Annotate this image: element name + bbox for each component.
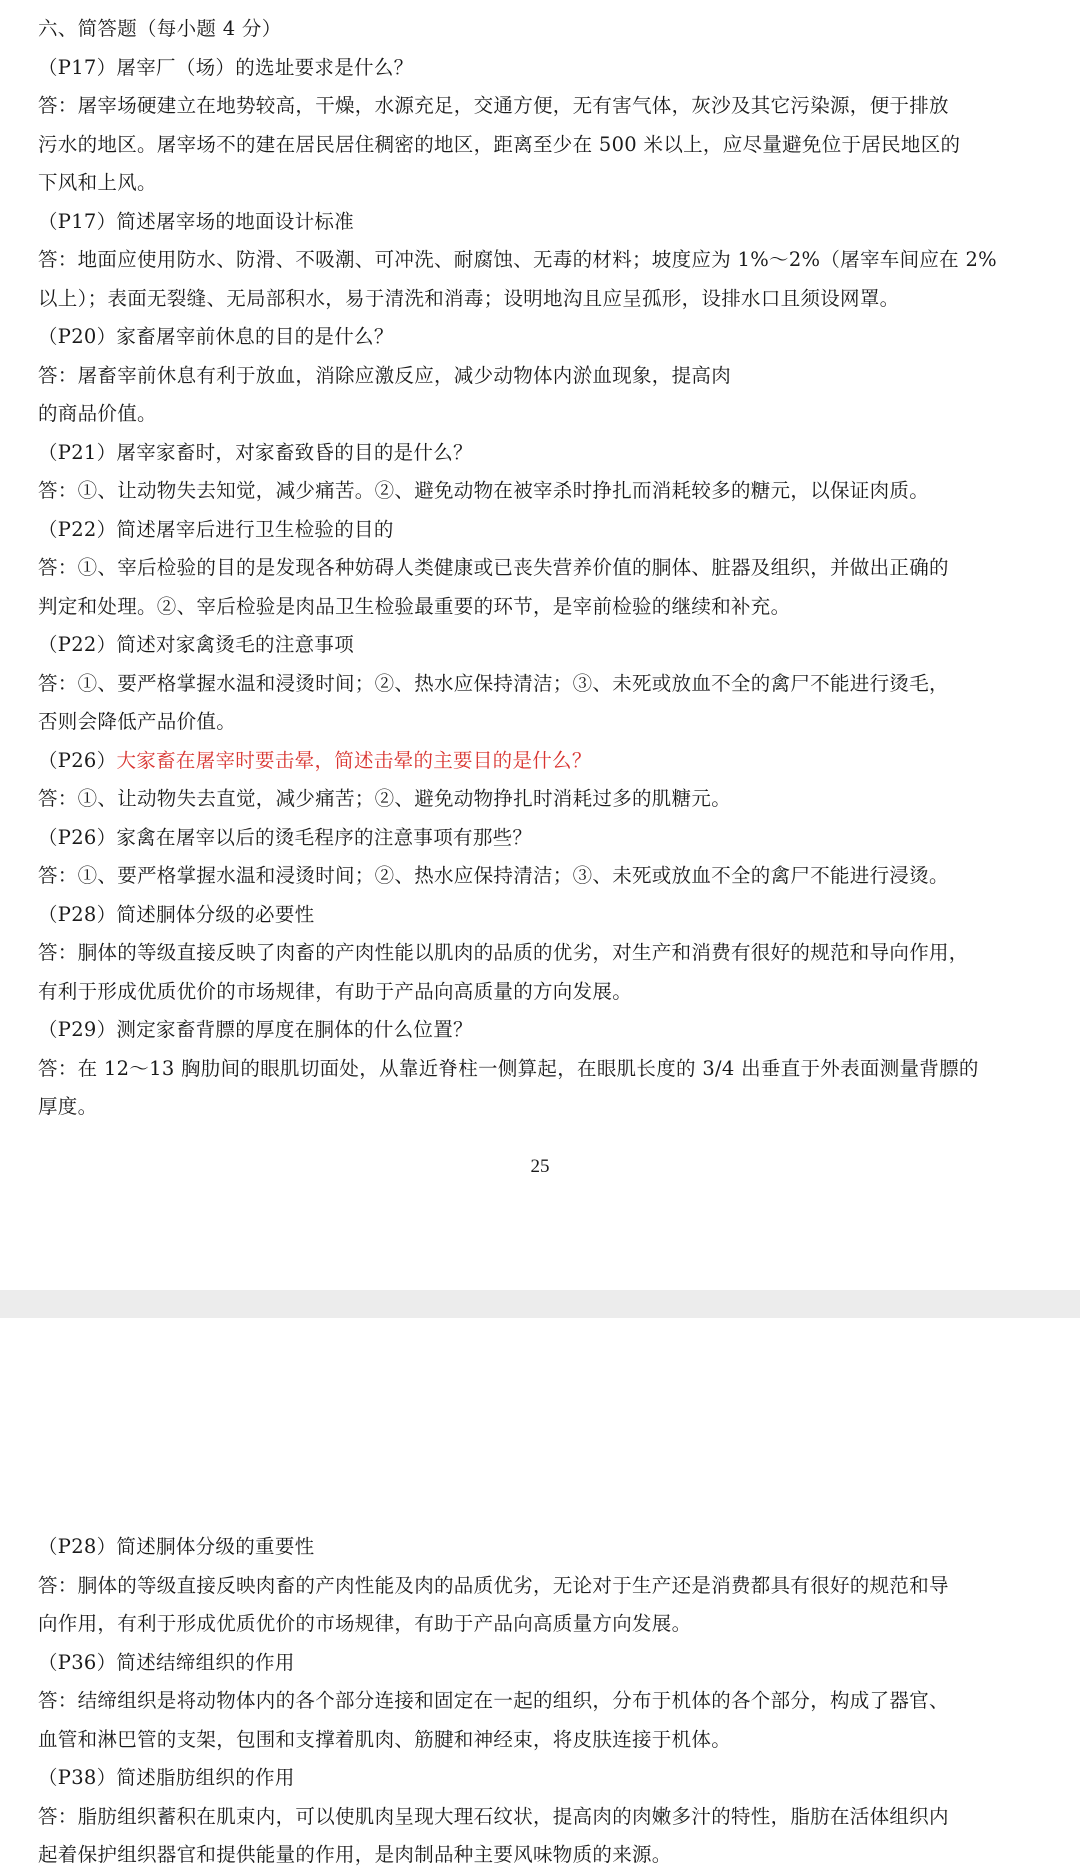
answer-line: 答：①、让动物失去直觉，减少痛苦；②、避免动物挣扎时消耗过多的肌糖元。 bbox=[38, 787, 732, 810]
question-p20-rest: （P20）家畜屠宰前休息的目的是什么？ bbox=[38, 325, 394, 348]
question-p26-poultry-scalding: （P26）家禽在屠宰以后的烫毛程序的注意事项有那些？ bbox=[38, 825, 533, 849]
page-1-content bbox=[38, 10, 1060, 1127]
answer-line: 答：①、让动物失去知觉，减少痛苦。②、避免动物在被宰杀时挣扎而消耗较多的糖元，以保证肉质。 bbox=[38, 479, 930, 502]
answer-line: 答：地面应使用防水、防滑、不吸潮、可冲洗、耐腐蚀、无毒的材料；坡度应为 1%～2%（屠宰车间应在 2% bbox=[38, 248, 998, 271]
answer-line: 判定和处理。②、宰后检验是肉品卫生检验最重要的环节，是宰前检验的继续和补充。 bbox=[38, 594, 791, 618]
answer-line: 答：脂肪组织蓄积在肌束内，可以使肌肉呈现大理石纹状，提高肉的肉嫩多汁的特性，脂肪在活体组织内 bbox=[38, 1804, 949, 1828]
page-2-content bbox=[38, 1528, 1060, 1875]
answer-line: 否则会降低产品价值。 bbox=[38, 710, 237, 733]
answer-line: 有利于形成优质优价的市场规律，有助于产品向高质量的方向发展。 bbox=[38, 979, 633, 1003]
question-p17-site: （P17）屠宰厂（场）的选址要求是什么？ bbox=[38, 55, 414, 79]
answer-line: 答：胴体的等级直接反映肉畜的产肉性能及肉的品质优劣，无论对于生产还是消费都具有很好的规范和导 bbox=[38, 1573, 949, 1597]
answer-line: 向作用，有利于形成优质优价的市场规律，有助于产品向高质量方向发展。 bbox=[38, 1612, 692, 1635]
page-number: 25 bbox=[530, 1156, 550, 1177]
highlighted-question-text: 大家畜在屠宰时要击晕，简述击晕的主要目的是什么？ bbox=[116, 748, 592, 772]
section-heading: 六、简答题（每小题 4 分） bbox=[38, 17, 282, 40]
answer-line: 答：胴体的等级直接反映了肉畜的产肉性能以肌肉的品质的优劣，对生产和消费有很好的规范和导向作用， bbox=[38, 941, 969, 964]
answer-line: 答：屠宰场硬建立在地势较高，干燥，水源充足，交通方便，无有害气体，灰沙及其它污染源，便于排放 bbox=[38, 94, 949, 117]
question-p17-floor: （P17）简述屠宰场的地面设计标准 bbox=[38, 209, 355, 233]
answer-line: 答：①、要严格掌握水温和浸烫时间；②、热水应保持清洁；③、未死或放血不全的禽尸不能进行浸烫。 bbox=[38, 864, 949, 887]
answer-line: 以上）；表面无裂缝、无局部积水，易于清洗和消毒；设明地沟且应呈孤形，设排水口且须设网罩。 bbox=[38, 286, 900, 310]
answer-line: 答：结缔组织是将动物体内的各个部分连接和固定在一起的组织，分布于机体的各个部分，构成了器官、 bbox=[38, 1689, 949, 1712]
answer-line: 的商品价值。 bbox=[38, 402, 157, 425]
question-p29-backfat: （P29）测定家畜背膘的厚度在胴体的什么位置？ bbox=[38, 1018, 473, 1041]
question-p28-grading-necessity: （P28）简述胴体分级的必要性 bbox=[38, 902, 315, 926]
question-p26-stunning-highlighted bbox=[38, 742, 1060, 781]
answer-line: 厚度。 bbox=[38, 1095, 98, 1118]
question-p22-inspection: （P22）简述屠宰后进行卫生检验的目的 bbox=[38, 517, 394, 541]
question-prefix: （P26） bbox=[38, 748, 117, 772]
answer-line: 答：屠畜宰前休息有利于放血，消除应激反应，减少动物体内淤血现象，提高肉 bbox=[38, 363, 732, 387]
question-p28-grading-importance: （P28）简述胴体分级的重要性 bbox=[38, 1535, 315, 1558]
question-p36-connective-tissue: （P36）简述结缔组织的作用 bbox=[38, 1650, 295, 1674]
question-p21-stun: （P21）屠宰家畜时，对家畜致昏的目的是什么？ bbox=[38, 440, 473, 464]
document-page-2 bbox=[0, 1318, 1080, 1866]
answer-line: 答：①、要严格掌握水温和浸烫时间；②、热水应保持清洁；③、未死或放血不全的禽尸不能进行烫毛， bbox=[38, 671, 949, 695]
answer-line: 答：在 12～13 胸肋间的眼肌切面处，从靠近脊柱一侧算起，在眼肌长度的 3/4 出垂直于外表面测量背膘的 bbox=[38, 1056, 979, 1080]
question-p22-scalding: （P22）简述对家禽烫毛的注意事项 bbox=[38, 633, 355, 656]
answer-line: 答：①、宰后检验的目的是发现各种妨碍人类健康或已丧失营养价值的胴体、脏器及组织，并做出正确的 bbox=[38, 556, 949, 579]
answer-line: 起着保护组织器官和提供能量的作用，是肉制品种主要风味物质的来源。 bbox=[38, 1843, 672, 1866]
page-separator bbox=[0, 1290, 1080, 1318]
question-p38-adipose-tissue: （P38）简述脂肪组织的作用 bbox=[38, 1766, 295, 1789]
answer-line: 血管和淋巴管的支架，包围和支撑着肌肉、筋腱和神经束，将皮肤连接于机体。 bbox=[38, 1727, 732, 1751]
answer-line: 下风和上风。 bbox=[38, 171, 157, 194]
answer-line: 污水的地区。屠宰场不的建在居民居住稠密的地区，距离至少在 500 米以上，应尽量避免位于居民地区的 bbox=[38, 132, 961, 156]
